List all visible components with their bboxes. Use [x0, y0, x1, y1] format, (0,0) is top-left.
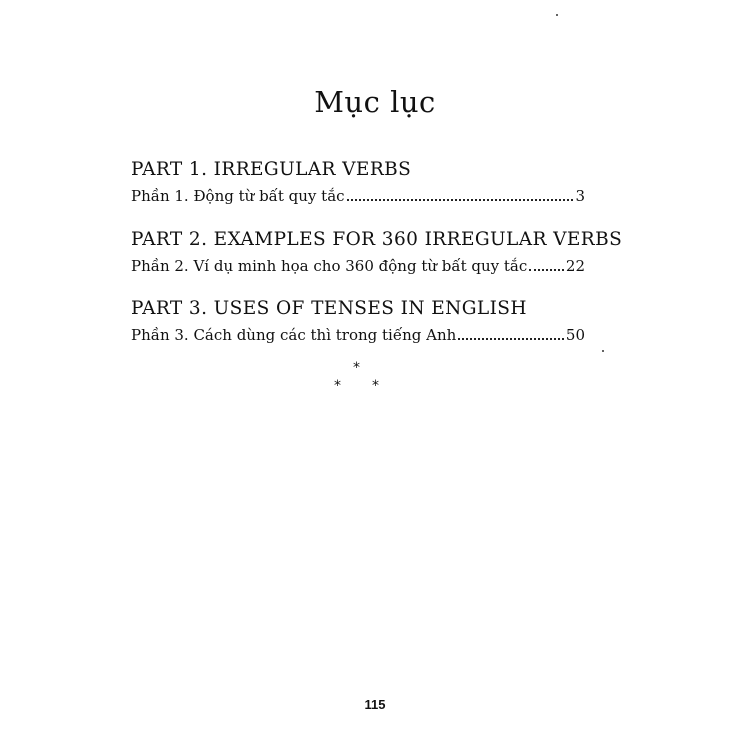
toc-entry-part-2 [131, 228, 623, 277]
toc-line [131, 185, 585, 207]
ornament-asterisk: * [334, 378, 341, 394]
toc-heading: PART 3. USES OF TENSES IN ENGLISH [131, 298, 527, 319]
dot-leader [529, 259, 564, 271]
page-number: 115 [364, 697, 386, 712]
toc-line [131, 324, 585, 346]
toc-page-number: 3 [575, 187, 585, 205]
scan-speck [556, 14, 558, 16]
page-title: Mục lục [314, 85, 436, 119]
dot-leader [347, 189, 574, 201]
toc-entry-part-1 [131, 158, 585, 207]
ornament-asterisk: * [353, 360, 360, 376]
toc-line [131, 255, 585, 277]
toc-subtitle: Phần 2. Ví dụ minh họa cho 360 động từ bất quy tắc [131, 257, 528, 275]
toc-page-number: 50 [565, 326, 585, 344]
ornament-asterisk: * [372, 378, 379, 394]
toc-heading: PART 2. EXAMPLES FOR 360 IRREGULAR VERBS [131, 229, 623, 250]
toc-subtitle: Phần 3. Cách dùng các thì trong tiếng Anh [131, 326, 457, 344]
dot-leader [458, 328, 564, 340]
toc-heading: PART 1. IRREGULAR VERBS [131, 159, 412, 180]
toc-subtitle: Phần 1. Động từ bất quy tắc [131, 187, 345, 205]
scan-speck [602, 350, 604, 352]
toc-entry-part-3 [131, 297, 585, 346]
toc-page-number: 22 [565, 257, 585, 275]
